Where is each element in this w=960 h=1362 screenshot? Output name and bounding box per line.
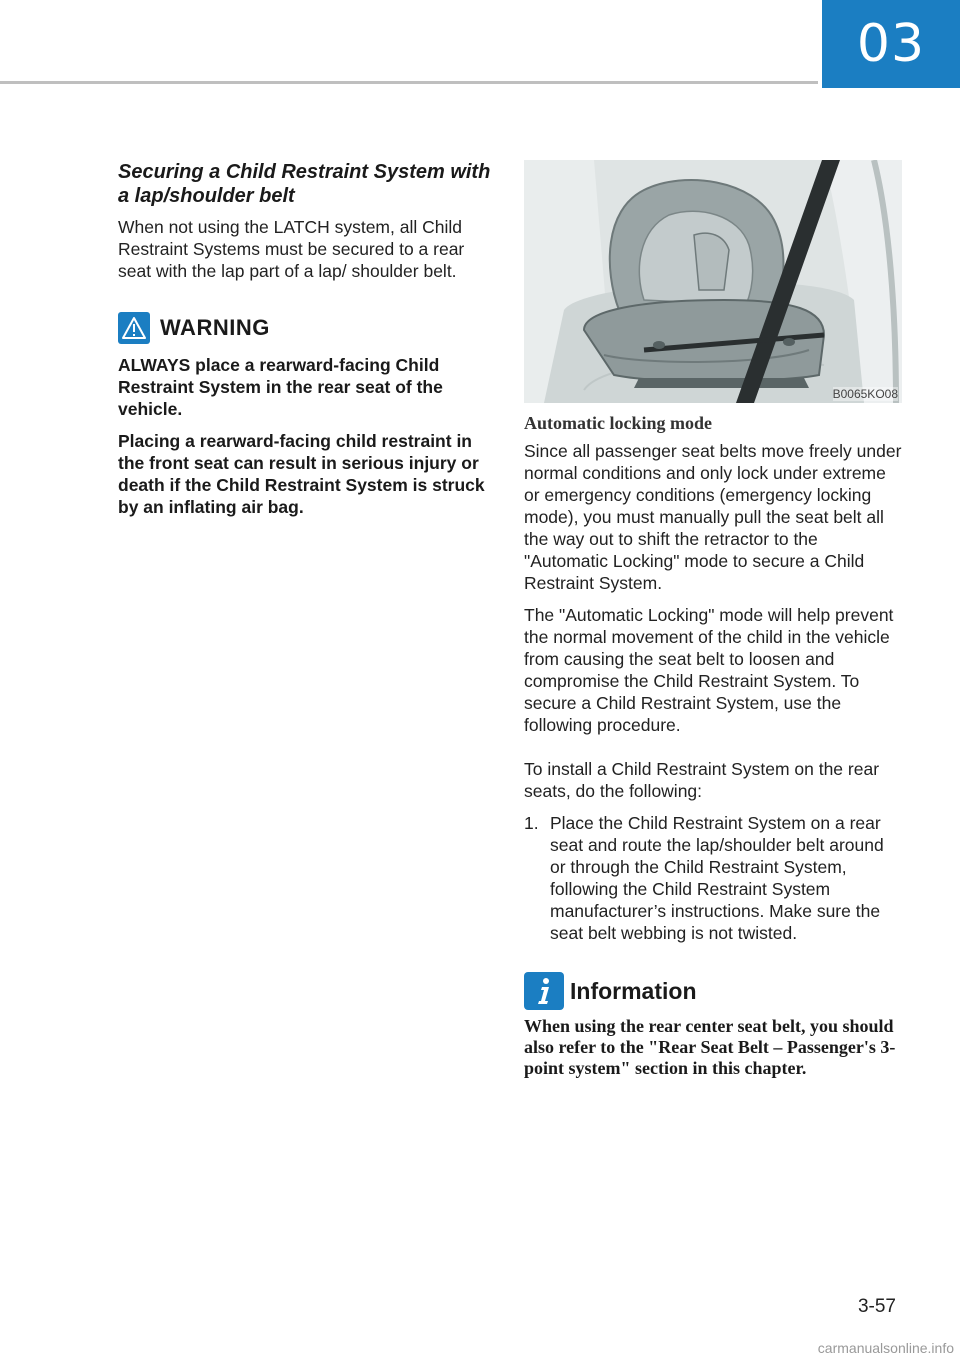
step-1 bbox=[524, 812, 902, 944]
section-title: Securing a Child Restraint System with a lap/shoulder belt bbox=[118, 161, 491, 207]
header-rule bbox=[0, 81, 818, 84]
subhead-automatic-locking: Automatic locking mode bbox=[524, 413, 712, 433]
figure-code: B0065KO08 bbox=[832, 387, 898, 401]
warning-text-2: Placing a rearward-facing child restraint in the front seat can result in serious injury or death if the Child Restraint System is struck by an inflating air bag. bbox=[118, 431, 485, 517]
right-paragraph-3: To install a Child Restraint System on the rear seats, do the following: bbox=[524, 759, 880, 801]
child-seat-drawing bbox=[524, 160, 902, 403]
information-title: Information bbox=[570, 977, 697, 1004]
warning-triangle-icon bbox=[118, 312, 150, 344]
child-seat-illustration bbox=[524, 160, 902, 403]
step-number: 1. bbox=[524, 813, 539, 833]
right-paragraph-2: The "Automatic Locking" mode will help prevent the normal movement of the child in the vehicle from causing the seat belt to loosen and compromise the Child Restraint System. To secure a Child Restraint System, use the following procedure. bbox=[524, 605, 894, 735]
right-paragraph-1: Since all passenger seat belts move freely under normal conditions and only lock under extreme or emergency conditions (emergency locking mode), you must manually pull the seat belt all the way out to shift the retractor to the "Automatic Locking" mode to secure a Child Restraint System. bbox=[524, 441, 902, 593]
information-text: When using the rear center seat belt, you should also refer to the "Rear Seat Belt – Passenger's 3-point system" section in this chapter. bbox=[524, 1016, 896, 1078]
page-number: 3-57 bbox=[857, 1296, 896, 1317]
information-header bbox=[524, 972, 902, 1010]
right-column bbox=[524, 160, 902, 1079]
left-column bbox=[118, 160, 492, 528]
warning-text-1: ALWAYS place a rearward-facing Child Restraint System in the rear seat of the vehicle. bbox=[118, 355, 443, 419]
warning-title: WARNING bbox=[160, 315, 270, 340]
warning-header bbox=[118, 312, 492, 344]
chapter-tab bbox=[822, 0, 960, 88]
info-icon bbox=[524, 972, 564, 1010]
step-text: Place the Child Restraint System on a rear seat and route the lap/shoulder belt around or through the Child Restraint System, following the Child Restraint System manufacturer’s instructions. Make sure the seat belt webbing is not twisted. bbox=[550, 813, 884, 943]
chapter-number: 03 bbox=[856, 14, 926, 74]
intro-paragraph: When not using the LATCH system, all Child Restraint Systems must be secured to a rear seat with the lap part of a lap/ shoulder belt. bbox=[118, 217, 465, 281]
watermark: carmanualsonline.info bbox=[817, 1340, 954, 1356]
